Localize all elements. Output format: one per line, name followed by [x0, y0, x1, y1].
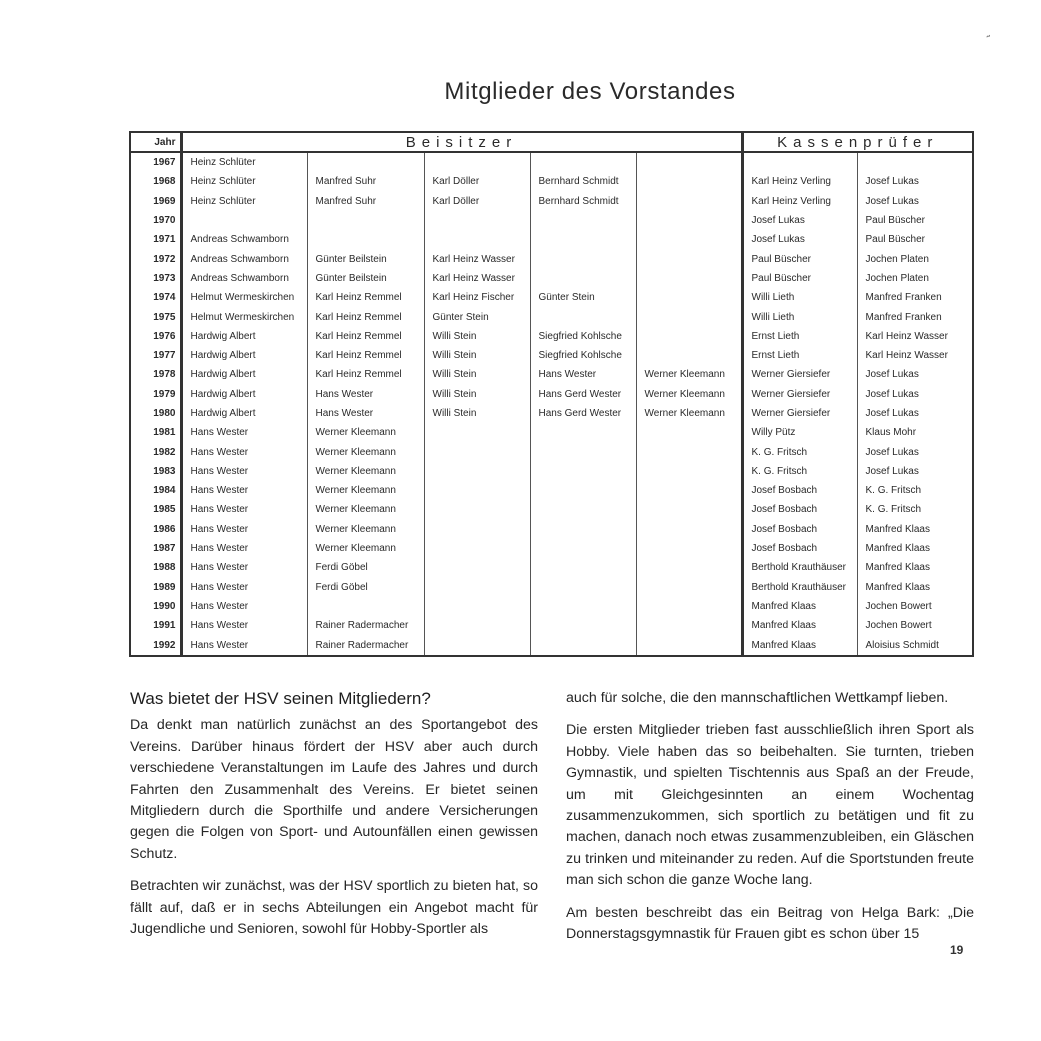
beisitzer-cell: Hans Gerd Wester	[530, 404, 636, 423]
beisitzer-cell: Hardwig Albert	[181, 365, 307, 384]
beisitzer-cell: Hans Gerd Wester	[530, 385, 636, 404]
table-row	[130, 269, 973, 288]
kassenpruefer-cell	[857, 152, 973, 172]
kassenpruefer-cell: Ernst Lieth	[742, 346, 857, 365]
beisitzer-cell: Hans Wester	[181, 500, 307, 519]
beisitzer-cell	[636, 442, 742, 461]
beisitzer-cell: Hans Wester	[181, 520, 307, 539]
beisitzer-cell	[424, 211, 530, 230]
beisitzer-cell: Werner Kleemann	[307, 423, 424, 442]
page-number: 19	[950, 943, 964, 957]
beisitzer-cell	[181, 211, 307, 230]
beisitzer-cell: Günter Stein	[424, 307, 530, 326]
table-row	[130, 404, 973, 423]
beisitzer-cell	[424, 578, 530, 597]
year-cell: 1972	[130, 249, 181, 268]
table-row	[130, 462, 973, 481]
table-row	[130, 346, 973, 365]
beisitzer-cell: Willi Stein	[424, 327, 530, 346]
paragraph: Die ersten Mitglieder trieben fast ausschließlich ihren Sport als Hobby. Viele haben das so beibehalten. Sie turnten, trieben Gymnastik, und spielten Tischtennis aus Spaß an der Freude, um mit Gleichgesinnten an einem Wochentag zusammenzukommen, sich sportlich zu betätigen und fit zu machen, danach noch etwas zusammenzubleiben, ein Gläschen zu trinken und miteinander zu reden. Auf die Sportstunden freute man sich schon die ganze Woche lang.	[566, 722, 974, 889]
year-cell: 1985	[130, 500, 181, 519]
beisitzer-cell: Manfred Suhr	[307, 192, 424, 211]
paragraph: Da denkt man natürlich zunächst an des Sportangebot des Vereins. Darüber hinaus fördert der HSV aber auch durch verschiedene Veranstaltungen im Laufe des Jahres und durch Fahrten den Zusammenhalt des Vereins. Er bietet seinen Mitgliedern durch die Sporthilfe und andere Versicherungen gegen die Folgen von Sport- und Autounfällen einen gewissen Schutz.	[130, 717, 538, 862]
kassenpruefer-cell: Paul Büscher	[742, 269, 857, 288]
year-cell: 1967	[130, 152, 181, 172]
year-cell: 1973	[130, 269, 181, 288]
kassenpruefer-cell: Manfred Klaas	[742, 635, 857, 655]
kassenpruefer-cell: Aloisius Schmidt	[857, 635, 973, 655]
year-cell: 1974	[130, 288, 181, 307]
year-cell: 1992	[130, 635, 181, 655]
kassenpruefer-cell: Willi Lieth	[742, 307, 857, 326]
beisitzer-cell	[636, 172, 742, 191]
beisitzer-cell	[424, 481, 530, 500]
beisitzer-cell: Siegfried Kohlsche	[530, 346, 636, 365]
beisitzer-cell: Karl Döller	[424, 192, 530, 211]
year-cell: 1979	[130, 385, 181, 404]
beisitzer-cell: Werner Kleemann	[307, 462, 424, 481]
beisitzer-cell: Hans Wester	[181, 616, 307, 635]
beisitzer-cell	[530, 462, 636, 481]
table-body	[130, 152, 973, 656]
beisitzer-cell	[424, 558, 530, 577]
beisitzer-cell: Heinz Schlüter	[181, 172, 307, 191]
beisitzer-cell	[636, 230, 742, 249]
beisitzer-cell: Rainer Radermacher	[307, 616, 424, 635]
beisitzer-cell	[636, 500, 742, 519]
beisitzer-cell	[636, 288, 742, 307]
year-cell: 1978	[130, 365, 181, 384]
year-cell: 1971	[130, 230, 181, 249]
beisitzer-cell	[530, 616, 636, 635]
beisitzer-cell: Hans Wester	[181, 462, 307, 481]
kassenpruefer-cell: Werner Giersiefer	[742, 404, 857, 423]
beisitzer-cell: Günter Beilstein	[307, 249, 424, 268]
kassenpruefer-cell: Jochen Platen	[857, 249, 973, 268]
beisitzer-cell: Werner Kleemann	[307, 520, 424, 539]
kassenpruefer-cell: Karl Heinz Verling	[742, 172, 857, 191]
beisitzer-cell	[636, 211, 742, 230]
beisitzer-cell	[424, 520, 530, 539]
beisitzer-cell: Werner Kleemann	[307, 539, 424, 558]
beisitzer-cell: Hans Wester	[530, 365, 636, 384]
kassenpruefer-cell: Josef Lukas	[742, 230, 857, 249]
beisitzer-cell: Heinz Schlüter	[181, 192, 307, 211]
beisitzer-cell	[636, 520, 742, 539]
table-row	[130, 616, 973, 635]
table-row	[130, 578, 973, 597]
table-row	[130, 442, 973, 461]
beisitzer-cell	[424, 500, 530, 519]
beisitzer-cell: Karl Heinz Remmel	[307, 346, 424, 365]
beisitzer-cell: Karl Heinz Remmel	[307, 288, 424, 307]
beisitzer-cell	[636, 616, 742, 635]
beisitzer-cell: Werner Kleemann	[636, 404, 742, 423]
year-cell: 1991	[130, 616, 181, 635]
beisitzer-cell	[530, 211, 636, 230]
year-cell: 1970	[130, 211, 181, 230]
beisitzer-cell	[636, 249, 742, 268]
beisitzer-cell	[636, 423, 742, 442]
table-row	[130, 365, 973, 384]
beisitzer-cell: Manfred Suhr	[307, 172, 424, 191]
kassenpruefer-cell: Jochen Bowert	[857, 616, 973, 635]
article-left-column	[130, 688, 538, 951]
kassenpruefer-cell: Josef Lukas	[857, 385, 973, 404]
kassenpruefer-cell: Paul Büscher	[857, 230, 973, 249]
kassenpruefer-cell: Manfred Klaas	[742, 616, 857, 635]
page-title: Mitglieder des Vorstandes	[444, 78, 736, 105]
beisitzer-cell	[636, 269, 742, 288]
table-row	[130, 307, 973, 326]
kassenpruefer-cell: Karl Heinz Verling	[742, 192, 857, 211]
beisitzer-cell: Hardwig Albert	[181, 404, 307, 423]
year-cell: 1990	[130, 597, 181, 616]
year-cell: 1987	[130, 539, 181, 558]
year-cell: 1986	[130, 520, 181, 539]
table-row	[130, 385, 973, 404]
year-cell: 1983	[130, 462, 181, 481]
kassenpruefer-cell: Ernst Lieth	[742, 327, 857, 346]
year-cell: 1988	[130, 558, 181, 577]
paragraph: auch für solche, die den mannschaftlichen Wettkampf lieben.	[566, 690, 949, 706]
beisitzer-cell: Helmut Wermeskirchen	[181, 288, 307, 307]
beisitzer-cell	[424, 423, 530, 442]
beisitzer-cell	[530, 520, 636, 539]
article-heading: Was bietet der HSV seinen Mitgliedern?	[130, 689, 431, 708]
table-row	[130, 192, 973, 211]
kassenpruefer-cell: Manfred Klaas	[742, 597, 857, 616]
beisitzer-cell: Helmut Wermeskirchen	[181, 307, 307, 326]
kassenpruefer-cell: Berthold Krauthäuser	[742, 578, 857, 597]
beisitzer-cell	[424, 597, 530, 616]
article-right-column	[566, 688, 974, 956]
beisitzer-cell	[636, 558, 742, 577]
beisitzer-cell	[636, 307, 742, 326]
kassenpruefer-cell: K. G. Fritsch	[742, 462, 857, 481]
beisitzer-cell: Hans Wester	[181, 442, 307, 461]
beisitzer-cell: Hans Wester	[181, 597, 307, 616]
beisitzer-cell	[530, 230, 636, 249]
table-row	[130, 172, 973, 191]
table-row	[130, 597, 973, 616]
beisitzer-header: Beisitzer	[181, 132, 742, 152]
table-row	[130, 230, 973, 249]
table-row	[130, 558, 973, 577]
beisitzer-cell	[424, 152, 530, 172]
beisitzer-cell: Hans Wester	[181, 635, 307, 655]
year-cell: 1984	[130, 481, 181, 500]
kassenpruefer-cell: K. G. Fritsch	[742, 442, 857, 461]
kassenpruefer-cell: Josef Bosbach	[742, 500, 857, 519]
beisitzer-cell: Werner Kleemann	[307, 481, 424, 500]
kassenpruefer-cell: Karl Heinz Wasser	[857, 346, 973, 365]
beisitzer-cell	[636, 635, 742, 655]
beisitzer-cell: Karl Heinz Remmel	[307, 307, 424, 326]
beisitzer-cell: Andreas Schwamborn	[181, 269, 307, 288]
beisitzer-cell: Heinz Schlüter	[181, 152, 307, 172]
year-cell: 1989	[130, 578, 181, 597]
beisitzer-cell	[636, 346, 742, 365]
beisitzer-cell: Werner Kleemann	[307, 500, 424, 519]
beisitzer-cell: Willi Stein	[424, 385, 530, 404]
kassenpruefer-cell: Willi Lieth	[742, 288, 857, 307]
beisitzer-cell	[424, 635, 530, 655]
beisitzer-cell: Ferdi Göbel	[307, 578, 424, 597]
beisitzer-cell	[530, 500, 636, 519]
beisitzer-cell: Andreas Schwamborn	[181, 249, 307, 268]
year-cell: 1980	[130, 404, 181, 423]
paragraph: Betrachten wir zunächst, was der HSV sportlich zu bieten hat, so fällt auf, daß er in sechs Abteilungen ein Angebot macht für Jugendliche und Senioren, sowohl für Hobby-Sportler als	[130, 878, 538, 938]
beisitzer-cell: Karl Heinz Fischer	[424, 288, 530, 307]
beisitzer-cell	[530, 423, 636, 442]
beisitzer-cell: Hans Wester	[181, 578, 307, 597]
kassenpruefer-cell: Jochen Platen	[857, 269, 973, 288]
table-row	[130, 481, 973, 500]
year-cell: 1982	[130, 442, 181, 461]
table-row	[130, 327, 973, 346]
table-row	[130, 539, 973, 558]
table-row	[130, 152, 973, 172]
kassenpruefer-cell: Jochen Bowert	[857, 597, 973, 616]
table-row	[130, 249, 973, 268]
beisitzer-cell: Ferdi Göbel	[307, 558, 424, 577]
beisitzer-cell: Karl Heinz Wasser	[424, 249, 530, 268]
beisitzer-cell: Karl Heinz Remmel	[307, 365, 424, 384]
year-cell: 1968	[130, 172, 181, 191]
beisitzer-cell: Günter Beilstein	[307, 269, 424, 288]
year-cell: 1969	[130, 192, 181, 211]
beisitzer-cell	[424, 442, 530, 461]
table-row	[130, 635, 973, 655]
beisitzer-cell	[307, 597, 424, 616]
beisitzer-cell: Karl Heinz Remmel	[307, 327, 424, 346]
table-row	[130, 288, 973, 307]
beisitzer-cell: Bernhard Schmidt	[530, 192, 636, 211]
year-cell: 1976	[130, 327, 181, 346]
beisitzer-cell: Willi Stein	[424, 346, 530, 365]
kassenpruefer-cell: Manfred Klaas	[857, 578, 973, 597]
beisitzer-cell	[636, 192, 742, 211]
table-row	[130, 520, 973, 539]
kassenpruefer-cell: Werner Giersiefer	[742, 385, 857, 404]
beisitzer-cell	[530, 558, 636, 577]
kassenpruefer-cell: Karl Heinz Wasser	[857, 327, 973, 346]
beisitzer-cell	[530, 539, 636, 558]
beisitzer-cell: Karl Heinz Wasser	[424, 269, 530, 288]
beisitzer-cell	[424, 539, 530, 558]
beisitzer-cell	[530, 249, 636, 268]
beisitzer-cell	[530, 578, 636, 597]
beisitzer-cell	[530, 307, 636, 326]
beisitzer-cell	[424, 616, 530, 635]
kassenpruefer-cell: K. G. Fritsch	[857, 500, 973, 519]
beisitzer-cell: Rainer Radermacher	[307, 635, 424, 655]
beisitzer-cell: Hans Wester	[181, 481, 307, 500]
beisitzer-cell	[530, 597, 636, 616]
beisitzer-cell	[530, 481, 636, 500]
beisitzer-cell	[530, 635, 636, 655]
year-cell: 1975	[130, 307, 181, 326]
beisitzer-cell	[307, 211, 424, 230]
beisitzer-cell: Hans Wester	[181, 423, 307, 442]
beisitzer-cell	[636, 152, 742, 172]
kassenpruefer-cell: Manfred Klaas	[857, 558, 973, 577]
kassenpruefer-cell: Manfred Franken	[857, 288, 973, 307]
year-column-header: Jahr	[130, 132, 181, 152]
beisitzer-cell: Hans Wester	[181, 558, 307, 577]
paragraph: Am besten beschreibt das ein Beitrag von Helga Bark: „Die Donnerstagsgymnastik für Frauen gibt es schon über 15	[566, 904, 974, 943]
beisitzer-cell: Günter Stein	[530, 288, 636, 307]
beisitzer-cell	[636, 578, 742, 597]
beisitzer-cell	[530, 269, 636, 288]
kassenpruefer-cell: Josef Lukas	[857, 404, 973, 423]
beisitzer-cell: Werner Kleemann	[636, 385, 742, 404]
kassenpruefer-cell: Josef Lukas	[857, 192, 973, 211]
kassenpruefer-header: Kassenprüfer	[742, 132, 973, 152]
beisitzer-cell: Hardwig Albert	[181, 346, 307, 365]
beisitzer-cell: Hans Wester	[181, 539, 307, 558]
kassenpruefer-cell: Paul Büscher	[857, 211, 973, 230]
table-row	[130, 500, 973, 519]
kassenpruefer-cell: Josef Lukas	[857, 365, 973, 384]
year-cell: 1981	[130, 423, 181, 442]
beisitzer-cell: Hans Wester	[307, 404, 424, 423]
table-header-row	[130, 132, 973, 152]
beisitzer-cell	[530, 442, 636, 461]
kassenpruefer-cell: Manfred Klaas	[857, 539, 973, 558]
beisitzer-cell	[307, 152, 424, 172]
board-members-table	[129, 131, 974, 657]
kassenpruefer-cell: Josef Lukas	[857, 172, 973, 191]
kassenpruefer-cell: Manfred Franken	[857, 307, 973, 326]
table-row	[130, 423, 973, 442]
beisitzer-cell: Bernhard Schmidt	[530, 172, 636, 191]
kassenpruefer-cell: Josef Bosbach	[742, 520, 857, 539]
beisitzer-cell	[636, 597, 742, 616]
beisitzer-cell: Willi Stein	[424, 404, 530, 423]
kassenpruefer-cell: Werner Giersiefer	[742, 365, 857, 384]
table-row	[130, 211, 973, 230]
beisitzer-cell	[307, 230, 424, 249]
beisitzer-cell	[530, 152, 636, 172]
beisitzer-cell: Werner Kleemann	[636, 365, 742, 384]
beisitzer-cell: Hardwig Albert	[181, 327, 307, 346]
beisitzer-cell	[636, 462, 742, 481]
beisitzer-cell: Siegfried Kohlsche	[530, 327, 636, 346]
kassenpruefer-cell: Josef Lukas	[857, 442, 973, 461]
kassenpruefer-cell: Josef Lukas	[857, 462, 973, 481]
kassenpruefer-cell: Josef Lukas	[742, 211, 857, 230]
beisitzer-cell: Andreas Schwamborn	[181, 230, 307, 249]
kassenpruefer-cell: Josef Bosbach	[742, 481, 857, 500]
scan-mark: ˜	[986, 33, 994, 47]
kassenpruefer-cell: K. G. Fritsch	[857, 481, 973, 500]
kassenpruefer-cell: Paul Büscher	[742, 249, 857, 268]
year-cell: 1977	[130, 346, 181, 365]
kassenpruefer-cell: Berthold Krauthäuser	[742, 558, 857, 577]
beisitzer-cell: Hardwig Albert	[181, 385, 307, 404]
kassenpruefer-cell: Klaus Mohr	[857, 423, 973, 442]
kassenpruefer-cell	[742, 152, 857, 172]
kassenpruefer-cell: Willy Pütz	[742, 423, 857, 442]
beisitzer-cell	[636, 481, 742, 500]
beisitzer-cell: Karl Döller	[424, 172, 530, 191]
beisitzer-cell: Willi Stein	[424, 365, 530, 384]
beisitzer-cell	[424, 462, 530, 481]
kassenpruefer-cell: Josef Bosbach	[742, 539, 857, 558]
beisitzer-cell: Hans Wester	[307, 385, 424, 404]
kassenpruefer-cell: Manfred Klaas	[857, 520, 973, 539]
beisitzer-cell: Werner Kleemann	[307, 442, 424, 461]
beisitzer-cell	[636, 539, 742, 558]
beisitzer-cell	[424, 230, 530, 249]
beisitzer-cell	[636, 327, 742, 346]
